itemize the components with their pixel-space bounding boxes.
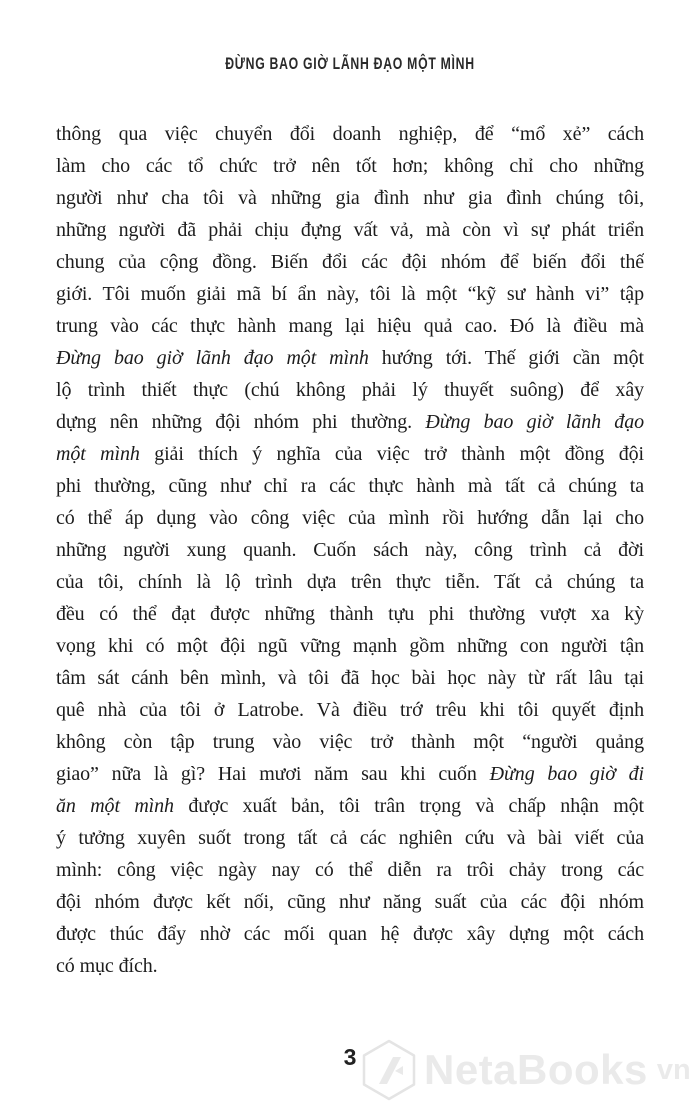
- body-text-segment: có thể áp dụng vào công việc của mình rồi hướng dẫn lại cho: [56, 507, 644, 529]
- watermark-brand-text: NetaBooks: [424, 1046, 648, 1093]
- body-text-segment: đều có thể đạt được những thành tựu phi thường vượt xa kỳ: [56, 603, 644, 625]
- body-text-segment: dựng nên những đội nhóm phi thường.: [56, 411, 426, 433]
- text-line: [56, 918, 644, 950]
- body-text-segment: tâm sát cánh bên mình, và tôi đã học bài học này từ rất lâu tại: [56, 667, 644, 689]
- text-line: [56, 726, 644, 758]
- body-text-segment: có mục đích.: [56, 955, 158, 977]
- text-line: [56, 886, 644, 918]
- body-text-segment: hướng tới. Thế giới cần một: [368, 347, 644, 369]
- italic-book-title-text: Đừng bao giờ lãnh đạo: [425, 411, 644, 433]
- netabooks-hexagon-logo-icon: [360, 1038, 418, 1102]
- text-line: [56, 278, 644, 310]
- body-text-segment: quê nhà của tôi ở Latrobe. Và điều trớ trêu khi tôi quyết định: [56, 699, 644, 721]
- text-line: [56, 214, 644, 246]
- italic-book-title-text: một mình: [56, 443, 140, 465]
- body-text-segment: không còn tập trung vào việc trở thành một “người quảng: [56, 731, 644, 753]
- text-line: [56, 598, 644, 630]
- body-text-segment: người như cha tôi và những gia đình như gia đình chúng tôi,: [56, 187, 644, 209]
- text-line: [56, 182, 644, 214]
- body-text-segment: của tôi, chính là lộ trình dựa trên thực tiễn. Tất cả chúng ta: [56, 571, 644, 593]
- body-paragraph: [56, 118, 644, 982]
- text-line: [56, 406, 644, 438]
- text-line: [56, 534, 644, 566]
- text-line: [56, 694, 644, 726]
- body-text-segment: được xuất bản, tôi trân trọng và chấp nhận một: [173, 795, 644, 817]
- text-line: [56, 438, 644, 470]
- text-line: [56, 470, 644, 502]
- body-text-segment: vọng khi có một đội ngũ vững mạnh gồm những con người tận: [56, 635, 644, 657]
- text-line: [56, 662, 644, 694]
- body-text-segment: chung của cộng đồng. Biến đổi các đội nhóm để biến đổi thế: [56, 251, 644, 273]
- body-text-segment: ý tưởng xuyên suốt trong tất cả các nghiên cứu và bài viết của: [56, 827, 644, 849]
- text-line: [56, 854, 644, 886]
- text-line: [56, 150, 644, 182]
- body-text-segment: những người đã phải chịu đựng vất vả, mà còn vì sự phát triển: [56, 219, 644, 241]
- body-text-segment: giải thích ý nghĩa của việc trở thành một đồng đội: [139, 443, 644, 465]
- text-line: [56, 502, 644, 534]
- text-line: [56, 342, 644, 374]
- body-text-segment: lộ trình thiết thực (chú không phải lý thuyết suông) để xây: [56, 379, 644, 401]
- italic-book-title-text: Đừng bao giờ đi: [489, 763, 644, 785]
- text-line: [56, 758, 644, 790]
- italic-book-title-text: Đừng bao giờ lãnh đạo một mình: [56, 347, 369, 369]
- body-text-segment: đội nhóm được kết nối, cũng như năng suất của các đội nhóm: [56, 891, 644, 913]
- body-text-segment: giao” nữa là gì? Hai mươi năm sau khi cuốn: [56, 763, 490, 785]
- text-line: [56, 374, 644, 406]
- netabooks-watermark: [360, 1038, 691, 1102]
- text-line: [56, 790, 644, 822]
- body-text-segment: làm cho các tổ chức trở nên tốt hơn; không chỉ cho những: [56, 155, 644, 177]
- running-head-title: ĐỪNG BAO GIỜ LÃNH ĐẠO MỘT MÌNH: [225, 54, 475, 73]
- body-text-segment: những người xung quanh. Cuốn sách này, công trình cả đời: [56, 539, 644, 561]
- text-line: [56, 246, 644, 278]
- body-text-segment: trung vào các thực hành mang lại hiệu quả cao. Đó là điều mà: [56, 315, 644, 337]
- text-line: [56, 950, 644, 982]
- text-line: [56, 822, 644, 854]
- body-text-segment: mình: công việc ngày nay có thể diễn ra trôi chảy trong các: [56, 859, 644, 881]
- body-text-segment: phi thường, cũng như chỉ ra các thực hành mà tất cả chúng ta: [56, 475, 644, 497]
- page-number: 3: [343, 1044, 357, 1070]
- body-text-segment: giới. Tôi muốn giải mã bí ẩn này, tôi là một “kỹ sư hành vi” tập: [56, 283, 644, 305]
- body-text-segment: được thúc đẩy nhờ các mối quan hệ được xây dựng một cách: [56, 923, 644, 945]
- text-line: [56, 566, 644, 598]
- text-line: [56, 310, 644, 342]
- body-text-segment: thông qua việc chuyển đổi doanh nghiệp, để “mổ xẻ” cách: [56, 123, 644, 145]
- italic-book-title-text: ăn một mình: [56, 795, 174, 817]
- watermark-suffix-text: vn: [656, 1054, 691, 1086]
- text-line: [56, 630, 644, 662]
- text-line: [56, 118, 644, 150]
